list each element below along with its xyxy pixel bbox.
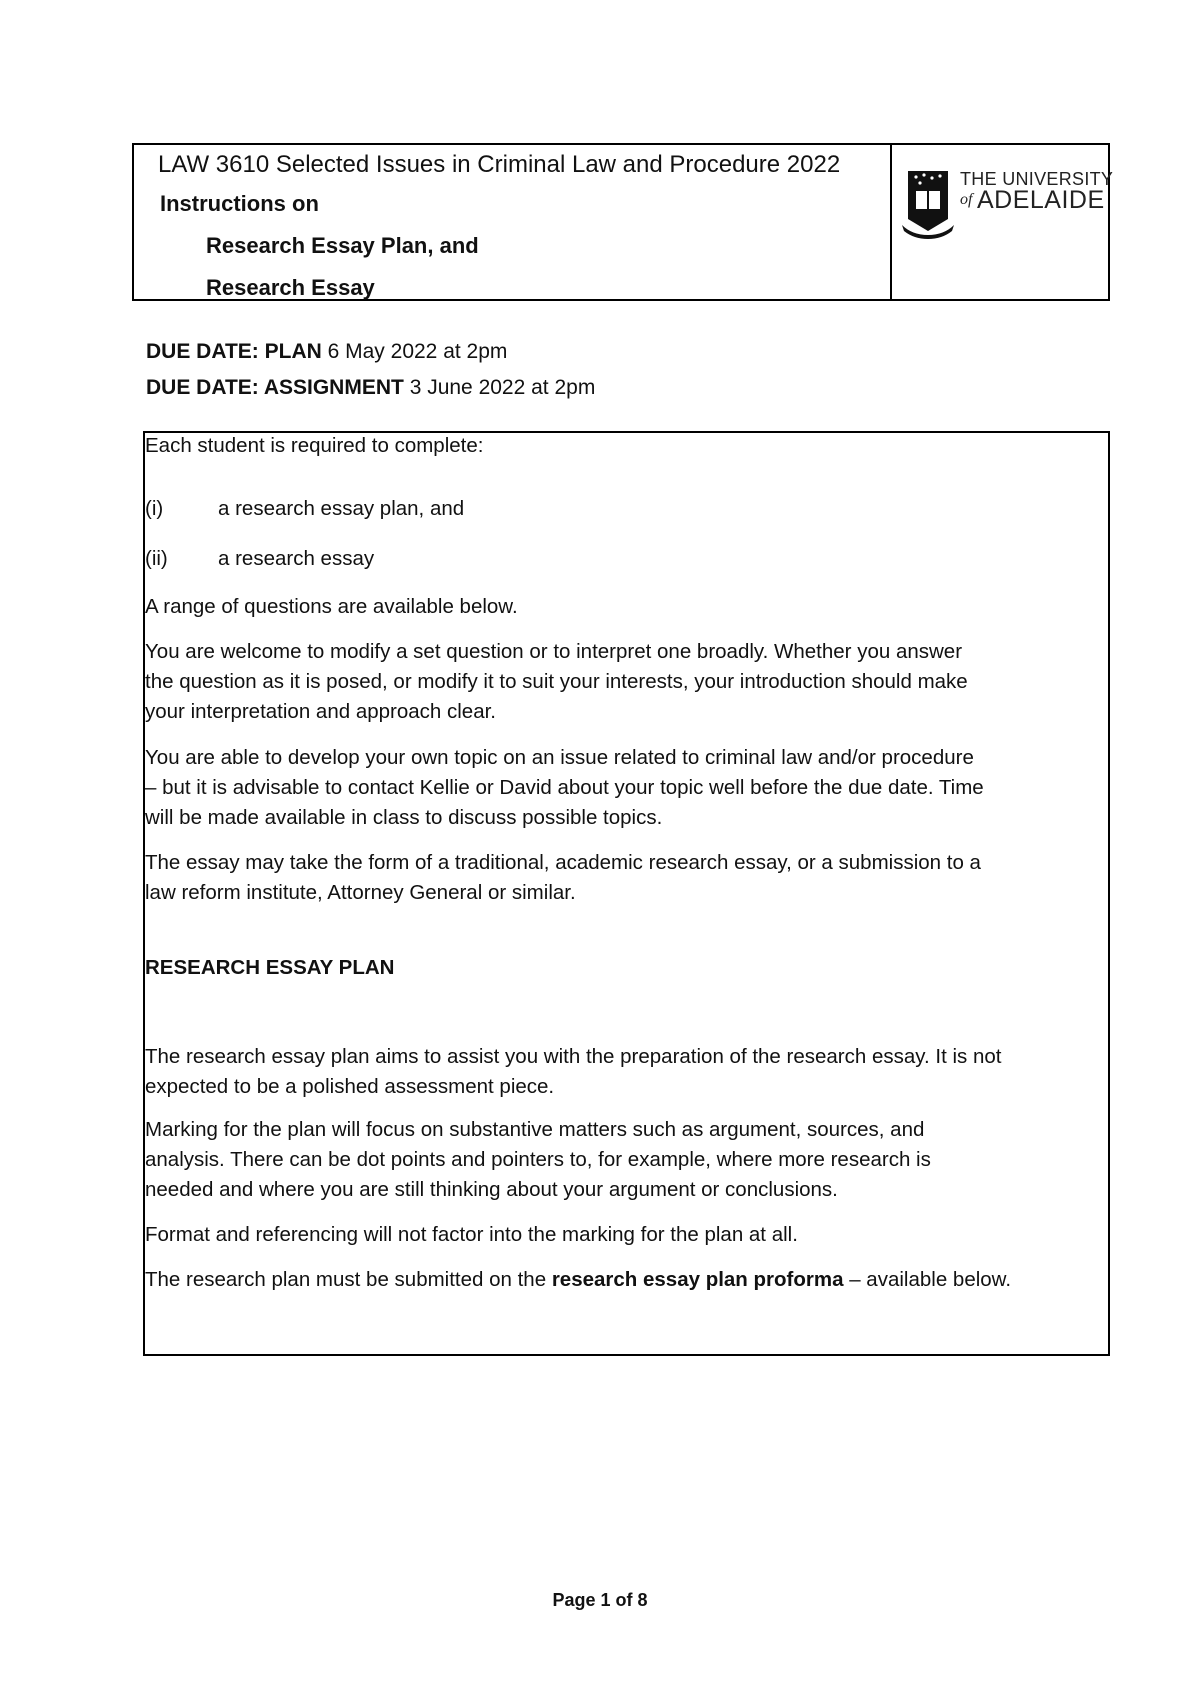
proforma-emphasis: research essay plan proforma (551, 1268, 844, 1291)
range-text: A range of questions are available below. (145, 595, 518, 618)
university-logo (902, 169, 1114, 239)
logo-text-adelaide: ADELAIDE (977, 186, 1105, 214)
header-title-cell (134, 145, 892, 299)
due-date-plan-label: DUE DATE: PLAN (146, 340, 322, 363)
list-number: (i) (145, 497, 164, 520)
course-title: LAW 3610 Selected Issues in Criminal Law and Procedure 2022 (158, 151, 841, 178)
modify-line: the question as it is posed, or modify it to suit your interests, your introduction should make (145, 670, 968, 693)
form-line: law reform institute, Attorney General or similar. (145, 881, 576, 904)
due-date-assignment-label: DUE DATE: ASSIGNMENT (146, 376, 404, 399)
modify-line: You are welcome to modify a set question or to interpret one broadly. Whether you answer (145, 640, 963, 663)
own-topic-line: You are able to develop your own topic on an issue related to criminal law and/or procedure (145, 746, 974, 769)
own-topic-line: – but it is advisable to contact Kellie or David about your topic well before the due date. Time (145, 776, 984, 799)
university-crest-icon (902, 169, 954, 239)
marking-line: Marking for the plan will focus on substantive matters such as argument, sources, and (145, 1118, 925, 1141)
intro-text: Each student is required to complete: (145, 434, 484, 457)
submit-text-post: – available below. (843, 1268, 1012, 1291)
instructions-item-plan: Research Essay Plan, and (206, 233, 479, 258)
logo-text-university: THE UNIVERSITY (960, 169, 1114, 189)
due-date-assignment-value: 3 June 2022 at 2pm (409, 376, 596, 399)
submit-text-pre: The research plan must be submitted on the (145, 1268, 552, 1291)
list-number: (ii) (145, 547, 168, 570)
marking-line: needed and where you are still thinking about your argument or conclusions. (145, 1178, 838, 1201)
submit-text (145, 1265, 1011, 1295)
plan-aims-line: The research essay plan aims to assist you with the preparation of the research essay. It is not (145, 1045, 1002, 1068)
due-date-assignment (146, 376, 595, 400)
instructions-box (143, 431, 1110, 1356)
list-item-text: a research essay (218, 547, 375, 570)
page-number: Page 1 of 8 (552, 1590, 648, 1610)
instructions-heading: Instructions on (160, 191, 319, 216)
modify-line: your interpretation and approach clear. (145, 700, 497, 723)
plan-aims-line: expected to be a polished assessment piece. (145, 1075, 555, 1098)
instructions-item-essay: Research Essay (206, 275, 375, 300)
own-topic-line: will be made available in class to discuss possible topics. (145, 806, 663, 829)
due-date-plan-value: 6 May 2022 at 2pm (327, 340, 508, 363)
list-item-text: a research essay plan, and (218, 497, 465, 520)
marking-line: analysis. There can be dot points and pointers to, for example, where more research is (145, 1148, 931, 1171)
format-text: Format and referencing will not factor into the marking for the plan at all. (145, 1223, 798, 1246)
plan-heading: RESEARCH ESSAY PLAN (145, 956, 395, 979)
header-logo-cell (892, 145, 1114, 299)
form-line: The essay may take the form of a traditional, academic research essay, or a submission to a (145, 851, 981, 874)
header-table (132, 143, 1114, 301)
logo-text-of: of (960, 191, 973, 208)
due-date-plan (146, 340, 507, 364)
